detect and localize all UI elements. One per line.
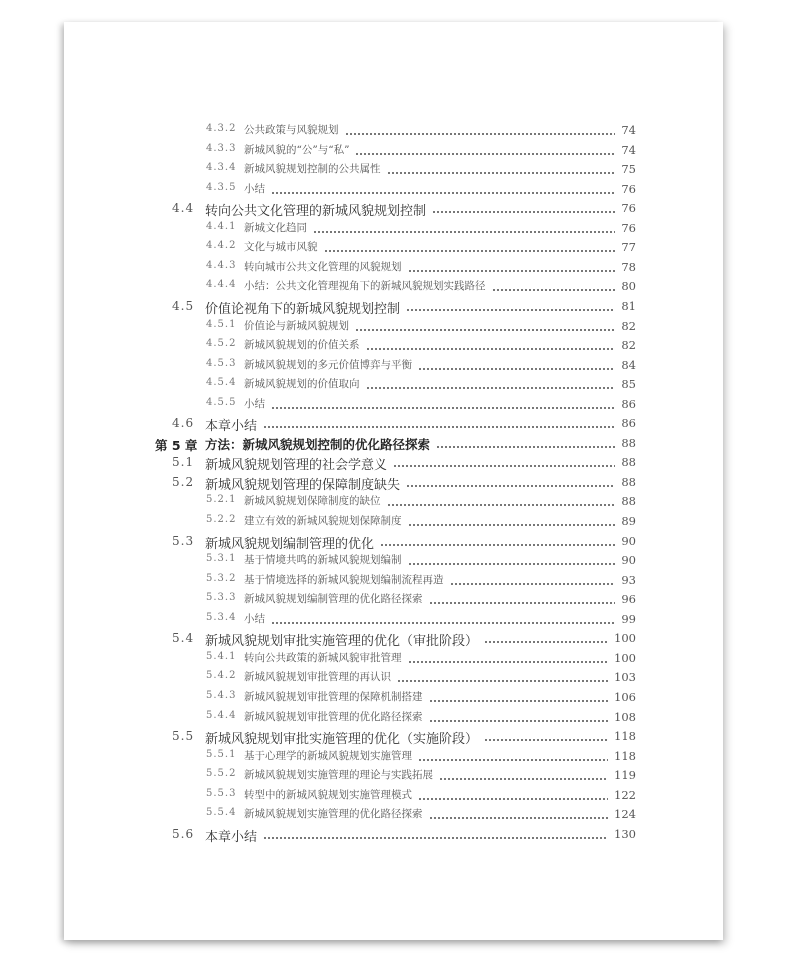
toc-entry-number: 5.3.1 bbox=[206, 553, 237, 565]
toc-entry-title: 方法：新城风貌规划控制的优化路径探索 bbox=[205, 435, 434, 453]
toc-subsection-row bbox=[0, 278, 790, 298]
toc-entry-title: 新城风貌规划审批管理的优化路径探索 bbox=[244, 709, 427, 724]
toc-section-row bbox=[0, 533, 790, 553]
toc-entry-number: 5.4.4 bbox=[206, 709, 237, 721]
toc-entry-title: 基于情境共鸣的新城风貌规划编制 bbox=[244, 552, 406, 567]
dot-leader bbox=[345, 133, 615, 135]
toc-entry-page-number: 119 bbox=[610, 768, 636, 782]
dot-leader bbox=[263, 837, 608, 839]
toc-entry-number: 5.5.1 bbox=[206, 748, 237, 760]
toc-entry-title: 本章小结 bbox=[205, 826, 261, 845]
toc-entry-number: 4.3.3 bbox=[206, 142, 237, 154]
toc-entry-title: 新城风貌规划管理的社会学意义 bbox=[205, 454, 391, 473]
toc-entry-title: 文化与城市风貌 bbox=[244, 239, 322, 254]
toc-entry-page-number: 124 bbox=[610, 807, 636, 821]
toc-entry-number: 5.6 bbox=[172, 826, 195, 841]
dot-leader bbox=[271, 192, 615, 194]
toc-entry-title: 新城风貌的“公”与“私” bbox=[244, 142, 353, 157]
dot-leader bbox=[380, 544, 615, 546]
toc-subsection-row bbox=[0, 650, 790, 670]
toc-subsection-row bbox=[0, 357, 790, 377]
toc-section-row bbox=[0, 454, 790, 474]
toc-entry-page-number: 90 bbox=[617, 553, 636, 567]
dot-leader bbox=[406, 485, 615, 487]
toc-subsection-row bbox=[0, 161, 790, 181]
toc-entry-page-number: 88 bbox=[617, 455, 636, 469]
toc-entry-number: 5.5 bbox=[172, 729, 195, 744]
toc-entry-title: 新城风貌规划实施管理的理论与实践拓展 bbox=[244, 767, 437, 782]
toc-entry-page-number: 77 bbox=[617, 240, 636, 254]
dot-leader bbox=[408, 563, 615, 565]
toc-entry-title: 新城风貌规划控制的公共属性 bbox=[244, 161, 385, 176]
toc-entry-number: 5.5.3 bbox=[206, 787, 237, 799]
dot-leader bbox=[429, 817, 608, 819]
toc-subsection-row bbox=[0, 122, 790, 142]
toc-entry-number: 第 5 章 bbox=[155, 437, 198, 453]
toc-entry-page-number: 76 bbox=[617, 182, 636, 196]
toc-entry-number: 4.3.5 bbox=[206, 181, 237, 193]
toc-entry-title: 价值论视角下的新城风貌规划控制 bbox=[205, 298, 404, 317]
toc-subsection-row bbox=[0, 318, 790, 338]
toc-entry-page-number: 100 bbox=[610, 651, 636, 665]
toc-subsection-row bbox=[0, 142, 790, 162]
dot-leader bbox=[355, 153, 615, 155]
toc-section-row bbox=[0, 415, 790, 435]
toc-entry-page-number: 106 bbox=[610, 690, 636, 704]
toc-entry-title: 新城风貌规划编制管理的优化路径探索 bbox=[244, 591, 427, 606]
toc-subsection-row bbox=[0, 748, 790, 768]
toc-entry-number: 5.4.1 bbox=[206, 650, 237, 662]
toc-entry-number: 4.4.2 bbox=[206, 240, 237, 252]
toc-entry-number: 5.1 bbox=[172, 455, 195, 470]
dot-leader bbox=[324, 250, 615, 252]
toc-entry-page-number: 96 bbox=[617, 592, 636, 606]
toc-subsection-row bbox=[0, 591, 790, 611]
toc-entry-title: 基于情境选择的新城风貌规划编制流程再造 bbox=[244, 572, 448, 587]
toc-entry-page-number: 74 bbox=[617, 143, 636, 157]
toc-entry-title: 转向公共文化管理的新城风貌规划控制 bbox=[205, 200, 430, 219]
toc-entry-number: 5.3.3 bbox=[206, 592, 237, 604]
dot-leader bbox=[366, 348, 615, 350]
toc-entry-number: 4.4 bbox=[172, 201, 195, 216]
toc-entry-page-number: 81 bbox=[617, 299, 636, 313]
toc-entry-number: 4.4.4 bbox=[206, 279, 237, 291]
toc-entry-page-number: 76 bbox=[617, 201, 636, 215]
toc-entry-page-number: 76 bbox=[617, 221, 636, 235]
toc-entry-page-number: 75 bbox=[617, 162, 636, 176]
toc-subsection-row bbox=[0, 689, 790, 709]
toc-entry-page-number: 99 bbox=[617, 612, 636, 626]
dot-leader bbox=[484, 641, 608, 643]
toc-entry-page-number: 84 bbox=[617, 358, 636, 372]
toc-entry-number: 4.5.4 bbox=[206, 377, 237, 389]
toc-subsection-row bbox=[0, 181, 790, 201]
toc-section-row bbox=[0, 200, 790, 220]
dot-leader bbox=[484, 739, 608, 741]
toc-entry-number: 5.4 bbox=[172, 631, 195, 646]
dot-leader bbox=[408, 270, 615, 272]
toc-entry-title: 小结 bbox=[244, 396, 269, 411]
toc-subsection-row bbox=[0, 552, 790, 572]
toc-section-row bbox=[0, 298, 790, 318]
toc-entry-number: 4.5.1 bbox=[206, 318, 237, 330]
toc-subsection-row bbox=[0, 220, 790, 240]
dot-leader bbox=[387, 172, 615, 174]
toc-entry-title: 转型中的新城风貌规划实施管理模式 bbox=[244, 787, 416, 802]
toc-entry-page-number: 74 bbox=[617, 123, 636, 137]
toc-subsection-row bbox=[0, 787, 790, 807]
toc-entry-number: 4.4.1 bbox=[206, 220, 237, 232]
toc-entry-title: 新城风貌规划审批实施管理的优化（审批阶段） bbox=[205, 630, 482, 649]
toc-entry-title: 本章小结 bbox=[205, 415, 261, 434]
toc-entry-title: 新城风貌规划保障制度的缺位 bbox=[244, 493, 385, 508]
dot-leader bbox=[429, 700, 608, 702]
toc-subsection-row bbox=[0, 767, 790, 787]
toc-entry-page-number: 85 bbox=[617, 377, 636, 391]
toc-entry-title: 基于心理学的新城风貌规划实施管理 bbox=[244, 748, 416, 763]
toc-entry-title: 小结 bbox=[244, 611, 269, 626]
toc-entry-title: 新城风貌规划审批管理的保障机制搭建 bbox=[244, 689, 427, 704]
toc-entry-page-number: 88 bbox=[617, 475, 636, 489]
toc-entry-page-number: 103 bbox=[610, 670, 636, 684]
dot-leader bbox=[406, 309, 615, 311]
toc-entry-page-number: 78 bbox=[617, 260, 636, 274]
toc-entry-page-number: 80 bbox=[617, 279, 636, 293]
toc-entry-number: 5.2.2 bbox=[206, 514, 237, 525]
toc-subsection-row bbox=[0, 376, 790, 396]
toc-entry-number: 5.3.4 bbox=[206, 611, 237, 623]
toc-section-row bbox=[0, 474, 790, 494]
toc-subsection-row bbox=[0, 669, 790, 689]
toc-entry-page-number: 88 bbox=[617, 494, 636, 508]
toc-entry-title: 新城风貌规划实施管理的优化路径探索 bbox=[244, 806, 427, 821]
toc-entry-page-number: 108 bbox=[610, 710, 636, 724]
dot-leader bbox=[418, 368, 615, 370]
toc-entry-page-number: 118 bbox=[610, 749, 636, 763]
dot-leader bbox=[408, 524, 615, 526]
toc-entry-title: 建立有效的新城风貌规划保障制度 bbox=[244, 513, 406, 528]
toc-entry-number: 4.4.3 bbox=[206, 259, 237, 271]
toc-section-row bbox=[0, 630, 790, 650]
toc-subsection-row bbox=[0, 493, 790, 513]
dot-leader bbox=[429, 602, 615, 604]
toc-subsection-row bbox=[0, 611, 790, 631]
toc-entry-page-number: 130 bbox=[610, 827, 636, 841]
toc-entry-title: 新城风貌规划编制管理的优化 bbox=[205, 533, 378, 552]
dot-leader bbox=[397, 680, 608, 682]
toc-entry-number: 4.5.3 bbox=[206, 357, 237, 369]
toc-entry-number: 4.6 bbox=[172, 416, 195, 431]
toc-subsection-row bbox=[0, 259, 790, 279]
toc-entry-page-number: 82 bbox=[617, 319, 636, 333]
dot-leader bbox=[393, 465, 615, 467]
toc-entry-title: 小结 bbox=[244, 181, 269, 196]
toc-entry-page-number: 86 bbox=[617, 397, 636, 411]
dot-leader bbox=[313, 231, 615, 233]
toc-entry-page-number: 88 bbox=[617, 436, 636, 450]
dot-leader bbox=[418, 759, 608, 761]
toc-subsection-row bbox=[0, 806, 790, 826]
toc-subsection-row bbox=[0, 396, 790, 416]
toc-subsection-row bbox=[0, 572, 790, 592]
toc-subsection-row bbox=[0, 513, 790, 533]
dot-leader bbox=[429, 720, 608, 722]
toc-entry-number: 5.2.1 bbox=[206, 494, 237, 506]
toc-entry-title: 新城风貌规划的价值取向 bbox=[244, 376, 364, 391]
toc-entry-number: 4.5.5 bbox=[206, 396, 237, 408]
toc-section-row bbox=[0, 826, 790, 846]
toc-entry-title: 新城风貌规划的价值关系 bbox=[244, 337, 364, 352]
toc-entry-number: 5.2 bbox=[172, 474, 195, 489]
toc-entry-number: 4.3.2 bbox=[206, 123, 237, 134]
toc-section-row bbox=[0, 728, 790, 748]
dot-leader bbox=[436, 446, 615, 448]
toc-entry-title: 新城风貌规划的多元价值博弈与平衡 bbox=[244, 357, 416, 372]
toc-entry-page-number: 93 bbox=[617, 573, 636, 587]
dot-leader bbox=[366, 387, 615, 389]
toc-entry-page-number: 100 bbox=[610, 631, 636, 645]
dot-leader bbox=[355, 329, 615, 331]
toc-entry-number: 5.3.2 bbox=[206, 572, 237, 584]
toc-entry-number: 4.5 bbox=[172, 298, 195, 313]
toc-entry-title: 新城风貌规划审批实施管理的优化（实施阶段） bbox=[205, 728, 482, 747]
toc-entry-number: 5.5.4 bbox=[206, 807, 237, 819]
toc-entry-title: 价值论与新城风貌规划 bbox=[244, 318, 353, 333]
toc-entry-page-number: 89 bbox=[617, 514, 636, 528]
toc-entry-title: 新城文化趋同 bbox=[244, 220, 311, 235]
toc-subsection-row bbox=[0, 337, 790, 357]
toc-entry-title: 新城风貌规划审批管理的再认识 bbox=[244, 669, 395, 684]
toc-entry-page-number: 90 bbox=[617, 534, 636, 548]
toc-entry-title: 新城风貌规划管理的保障制度缺失 bbox=[205, 474, 404, 493]
dot-leader bbox=[387, 504, 615, 506]
toc-entry-number: 5.4.3 bbox=[206, 689, 237, 701]
dot-leader bbox=[418, 798, 608, 800]
toc-entry-number: 5.5.2 bbox=[206, 768, 237, 780]
dot-leader bbox=[439, 778, 608, 780]
toc-entry-page-number: 82 bbox=[617, 338, 636, 352]
toc-entry-title: 小结：公共文化管理视角下的新城风貌规划实践路径 bbox=[244, 278, 490, 293]
dot-leader bbox=[271, 622, 615, 624]
toc-subsection-row bbox=[0, 709, 790, 729]
toc-entry-number: 5.4.2 bbox=[206, 670, 237, 682]
toc-entry-title: 公共政策与风貌规划 bbox=[244, 122, 343, 137]
toc-entry-number: 5.3 bbox=[172, 533, 195, 548]
toc-entry-page-number: 122 bbox=[610, 788, 636, 802]
dot-leader bbox=[408, 661, 608, 663]
toc-entry-number: 4.5.2 bbox=[206, 338, 237, 350]
dot-leader bbox=[492, 289, 615, 291]
toc-entry-title: 转向城市公共文化管理的风貌规划 bbox=[244, 259, 406, 274]
toc-chapter-row bbox=[0, 435, 790, 455]
toc-entry-title: 转向公共政策的新城风貌审批管理 bbox=[244, 650, 406, 665]
dot-leader bbox=[450, 583, 615, 585]
toc-entry-page-number: 86 bbox=[617, 416, 636, 430]
toc-entry-number: 4.3.4 bbox=[206, 162, 237, 174]
toc-entry-page-number: 118 bbox=[610, 729, 636, 743]
toc-subsection-row bbox=[0, 239, 790, 259]
dot-leader bbox=[263, 426, 615, 428]
dot-leader bbox=[271, 407, 615, 409]
dot-leader bbox=[432, 211, 615, 213]
